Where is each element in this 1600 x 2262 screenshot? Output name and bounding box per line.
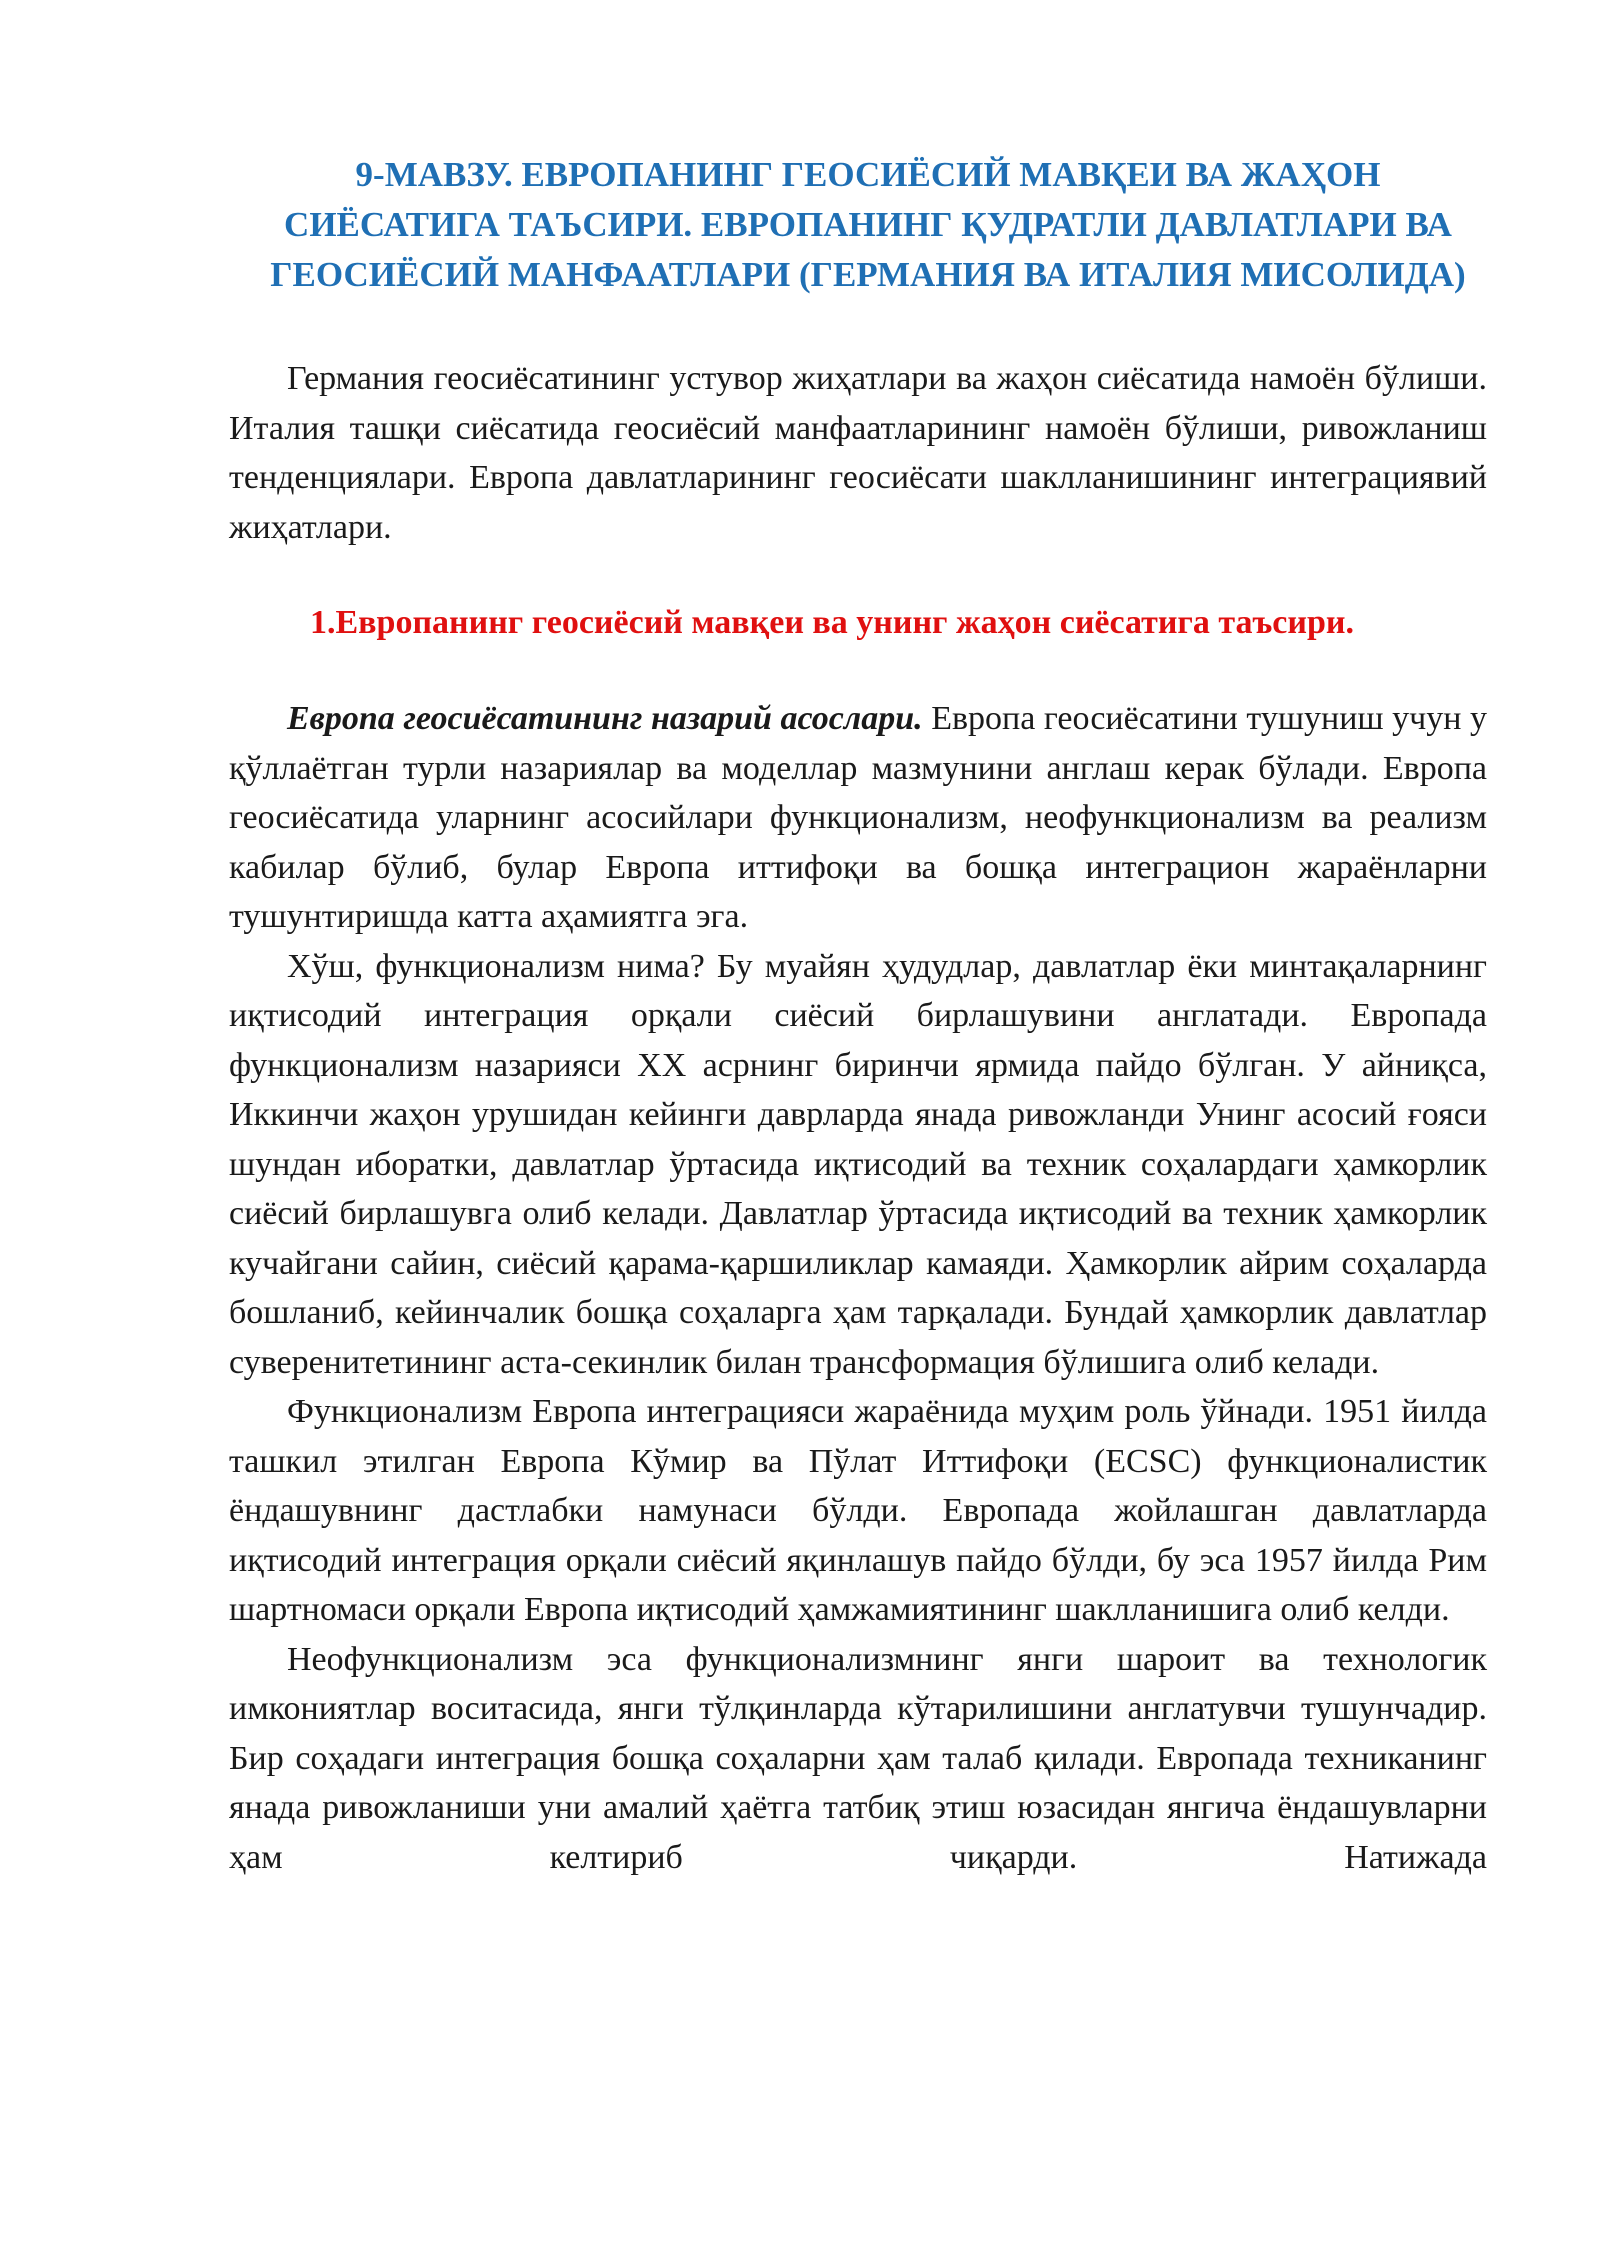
document-title: 9-МАВЗУ. ЕВРОПАНИНГ ГЕОСИЁСИЙ МАВҚЕИ ВА ЖАҲОН СИЁСАТИГА ТАЪСИРИ. ЕВРОПАНИНГ ҚУДРАТЛИ ДАВЛАТЛАРИ ВА ГЕОСИЁСИЙ МАНФААТЛАРИ (ГЕРМАНИЯ ВА ИТАЛИЯ МИСОЛИДА)	[270, 155, 1466, 294]
paragraph-3: Функционализм Европа интеграцияси жараёнида муҳим роль ўйнади. 1951 йилда ташкил этилган Европа Кўмир ва Пўлат Иттифоқи (ECSC) функционалистик ёндашувнинг дастлабки намунаси бўлди. Европада жойлашган давлатларда иқтисодий интеграция орқали сиёсий яқинлашув пайдо бўлди, бу эса 1957 йилда Рим шартномаси орқали Европа иқтисодий ҳамжамиятининг шаклланишига олиб келди.	[229, 1393, 1487, 1628]
body-text	[229, 694, 1487, 1882]
document-content	[229, 150, 1487, 1882]
paragraph-2: Хўш, функционализм нима? Бу муайян ҳудудлар, давлатлар ёки минтақаларнинг иқтисодий интеграция орқали сиёсий бирлашувини англатади. Европада функционализм назарияси XX асрнинг биринчи ярмида пайдо бўлган. У айниқса, Иккинчи жаҳон урушидан кейинги даврларда янада ривожланди Унинг асосий ғояси шундан иборатки, давлатлар ўртасида иқтисодий ва техник соҳалардаги ҳамкорлик сиёсий бирлашувга олиб келади. Давлатлар ўртасида иқтисодий ва техник ҳамкорлик кучайгани сайин, сиёсий қарама-қаршиликлар камаяди. Ҳамкорлик айрим соҳаларда бошланиб, кейинчалик бошқа соҳаларга ҳам тарқалади. Бундай ҳамкорлик давлатлар суверенитетининг аста-секинлик билан трансформация бўлишига олиб келади.	[229, 947, 1487, 1381]
paragraph-1-lead: Европа геосиёсатининг назарий асослари.	[287, 700, 923, 737]
paragraph-1	[229, 694, 1487, 942]
paragraph-1-text: Европа геосиёсатини тушуниш учун у қўллаётган турли назариялар ва моделлар мазмунини англаш керак бўлади. Европа геосиёсатида уларнинг асосийлари функционализм, неофункционализм ва реализм кабилар бўлиб, булар Европа иттифоқи ва бошқа интеграцион жараёнларни тушунтиришда катта аҳамиятга эга.	[229, 700, 1487, 935]
paragraph-4: Неофункционализм эса функционализмнинг янги шароит ва технологик имкониятлар воситасида, янги тўлқинларда кўтарилишини англатувчи тушунчадир. Бир соҳадаги интеграция бошқа соҳаларни ҳам талаб қилади. Европада техниканинг янада ривожланиши уни амалий ҳаётга татбиқ этиш юзасидан янгича ёндашувларни ҳам келтириб чиқарди. Натижада	[229, 1640, 1487, 1876]
intro-paragraph: Германия геосиёсатининг устувор жиҳатлари ва жаҳон сиёсатида намоён бўлиши. Италия ташқи сиёсатида геосиёсий манфаатларининг намоён бўлиши, ривожланиш тенденциялари. Европа давлатларининг геосиёсати шаклланишининг интеграциявий жиҳатлари.	[229, 360, 1487, 546]
section-heading: 1.Европанинг геосиёсий мавқеи ва унинг жаҳон сиёсатига таъсири.	[310, 604, 1354, 641]
